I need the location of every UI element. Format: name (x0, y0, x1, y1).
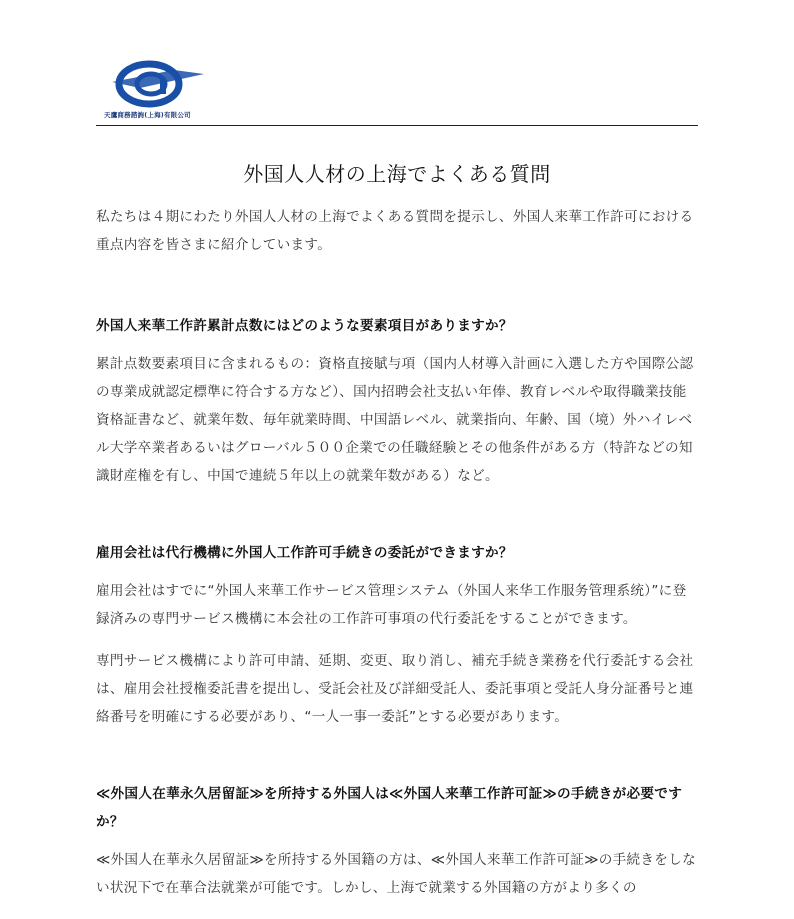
answer-paragraph-3: ≪外国人在華永久居留証≫を所持する外国籍の方は、≪外国人来華工作許可証≫の手続きをしない状況下で在華合法就業が可能です。しかし、上海で就業する外国籍の方がより多くの (96, 852, 696, 896)
question-heading-3: ≪外国人在華永久居留証≫を所持する外国人は≪外国人来華工作許可証≫の手続きが必要ですか？ (96, 786, 683, 830)
question-heading-1: 外国人来華工作許累計点数にはどのような要素項目がありますか？ (96, 318, 513, 334)
answer-paragraph-2b: 専門サービス機構により許可申請、延期、変更、取り消し、補充手続き業務を代行委託する会社は、雇用会社授権委託書を提出し、受託会社及び詳細受託人、委託事項と受託人身分証番号と連絡番号を明確にする必要があり、“一人一事一委託”とする必要があります。 (96, 653, 694, 725)
intro-paragraph: 私たちは４期にわたり外国人人材の上海でよくある質問を提示し、外国人来華工作許可における重点内容を皆さまに紹介しています。 (96, 209, 694, 253)
company-name: 天鷹商務諮詢(上海)有限公司 (104, 111, 191, 119)
answer-paragraph-1: 累計点数要素項目に含まれるもの：資格直接賦与項（国内人材導入計画に入選した方や国際公認の専業成就認定標準に符合する方など）、国内招聘会社支払い年俸、教育レベルや取得職業技能資格証書など、就業年数、毎年就業時間、中国語レベル、就業指向、年齢、国（境）外ハイレベル大学卒業者あるいはグローバル５００企業での任職経験とその他条件がある方（特許などの知識財産権を有し、中国で連続５年以上の就業年数がある）など。 (96, 356, 694, 484)
question-heading-2: 雇用会社は代行機構に外国人工作許可手続きの委託ができますか？ (96, 545, 513, 561)
header-divider (96, 125, 698, 126)
page-title: 外国人人材の上海でよくある質問 (243, 162, 551, 186)
answer-paragraph-2a: 雇用会社はすでに“外国人来華工作サービス管理システム（外国人来华工作服务管理系统）”に登録済みの専門サービス機構に本会社の工作許可事項の代行委託をすることができます。 (96, 583, 687, 627)
